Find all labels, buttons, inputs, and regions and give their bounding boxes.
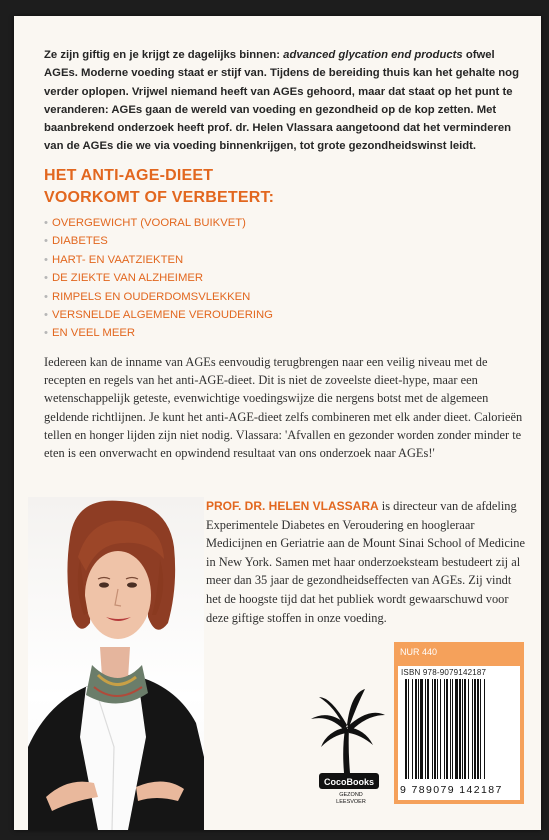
publisher-tagline-1: GEZOND <box>339 792 363 798</box>
barcode-bar <box>455 679 458 779</box>
barcode-bar <box>452 679 453 779</box>
publisher-name: CocoBooks <box>323 777 375 787</box>
barcode-bar <box>480 679 481 779</box>
barcode-bar <box>468 679 469 779</box>
barcode-bar <box>412 679 413 779</box>
barcode-box <box>398 666 520 800</box>
book-back-cover <box>14 16 541 830</box>
author-bio <box>206 497 528 627</box>
author-name: PROF. DR. HELEN VLASSARA <box>206 499 379 513</box>
diet-heading-line-1: HET ANTI-AGE-DIEET <box>44 167 214 184</box>
publisher-tagline-2: LEESVOER <box>336 799 366 805</box>
barcode-bar <box>474 679 476 779</box>
barcode-bar <box>437 679 438 779</box>
body-paragraph: Iedereen kan de inname van AGEs eenvoudig terugbrengen naar een veilig niveau met de recepten en regels van het anti-AGE-dieet. Dit is niet de zoveelste dieet-hype, maar een wetenschappelijk geteste, evenwichtige voedingswijze die nergens botst met de algemeen geldende richtlijnen. Je kunt het anti-AGE-dieet zelfs combineren met elk ander dieet. Calorieën tellen en honger lijden zijn niet nodig. Vlassara: 'Afvallen en gezonder worden zonder minder te eten is een onverwacht en opwindend resultaat van ons onderzoek naar AGEs!' <box>44 355 523 461</box>
barcode-bar <box>459 679 461 779</box>
intro-text-start: Ze zijn giftig en je krijgt ze dagelijks binnen: <box>44 49 284 61</box>
barcode-bar <box>484 679 485 779</box>
benefit-list <box>44 214 273 343</box>
barcode-bar <box>477 679 479 779</box>
barcode-bar <box>405 679 407 779</box>
list-item: • VERSNELDE ALGEMENE VEROUDERING <box>44 306 273 324</box>
barcode-bar <box>408 679 409 779</box>
list-item: • HART- EN VAATZIEKTEN <box>44 251 273 269</box>
barcode-bar <box>440 679 441 779</box>
barcode-bar <box>425 679 426 779</box>
barcode <box>401 679 517 783</box>
barcode-bar <box>472 679 473 779</box>
barcode-bar <box>450 679 451 779</box>
intro-paragraph <box>44 46 522 156</box>
barcode-bar <box>418 679 419 779</box>
barcode-bar <box>427 679 429 779</box>
list-item: • OVERGEWICHT (VOORAL BUIKVET) <box>44 214 273 232</box>
barcode-bar <box>446 679 448 779</box>
intro-text-italic: advanced glycation end products <box>283 49 463 61</box>
barcode-panel <box>394 642 524 804</box>
palm-tree-icon <box>307 685 389 805</box>
barcode-bar <box>434 679 436 779</box>
barcode-bar <box>432 679 433 779</box>
list-item: • RIMPELS EN OUDERDOMSVLEKKEN <box>44 288 273 306</box>
barcode-bar <box>464 679 466 779</box>
barcode-bar <box>462 679 463 779</box>
isbn-label: ISBN 978-9079142187 <box>401 668 487 677</box>
list-item: • DIABETES <box>44 232 273 250</box>
author-bio-text: is directeur van de afdeling Experimentele Diabetes en Veroudering en hoogleraar Medicijnen en Geriatrie aan de Mount Sinai School of Medicine in New York. Samen met haar onderzoeksteam bestudeert zij al meer dan 35 jaar de gezondheidseffecten van AGEs. Zij vindt het de hoogste tijd dat het publiek wordt gewaarschuwd voor deze giftige stoffen in onze voeding. <box>206 499 525 625</box>
barcode-bar <box>415 679 417 779</box>
list-item: • DE ZIEKTE VAN ALZHEIMER <box>44 269 273 287</box>
publisher-logo <box>307 685 389 805</box>
diet-heading <box>44 165 444 209</box>
diet-heading-line-2: VOORKOMT OF VERBETERT: <box>44 189 275 206</box>
barcode-bar <box>420 679 423 779</box>
nur-code: NUR 440 <box>400 647 438 657</box>
intro-text-end: ofwel AGEs. Moderne voeding staat er stijf van. Tijdens de bereiding thuis kan het gehalte nog verder oplopen. Vrijwel niemand heeft van AGEs gehoord, maar dat staat op het punt te veranderen: AGEs gaan de wereld van voeding en gezondheid op de kop zetten. Met baanbrekend onderzoek heeft prof. dr. Helen Vlassara aangetoond dat het verminderen van de AGEs die we via voeding binnenkrijgen, tot grote gezondheidswinst leidt. <box>44 49 519 153</box>
ean-digits: 9 789079 142187 <box>400 784 503 796</box>
author-photo <box>28 497 204 830</box>
list-item: • EN VEEL MEER <box>44 324 273 342</box>
barcode-bar <box>444 679 445 779</box>
